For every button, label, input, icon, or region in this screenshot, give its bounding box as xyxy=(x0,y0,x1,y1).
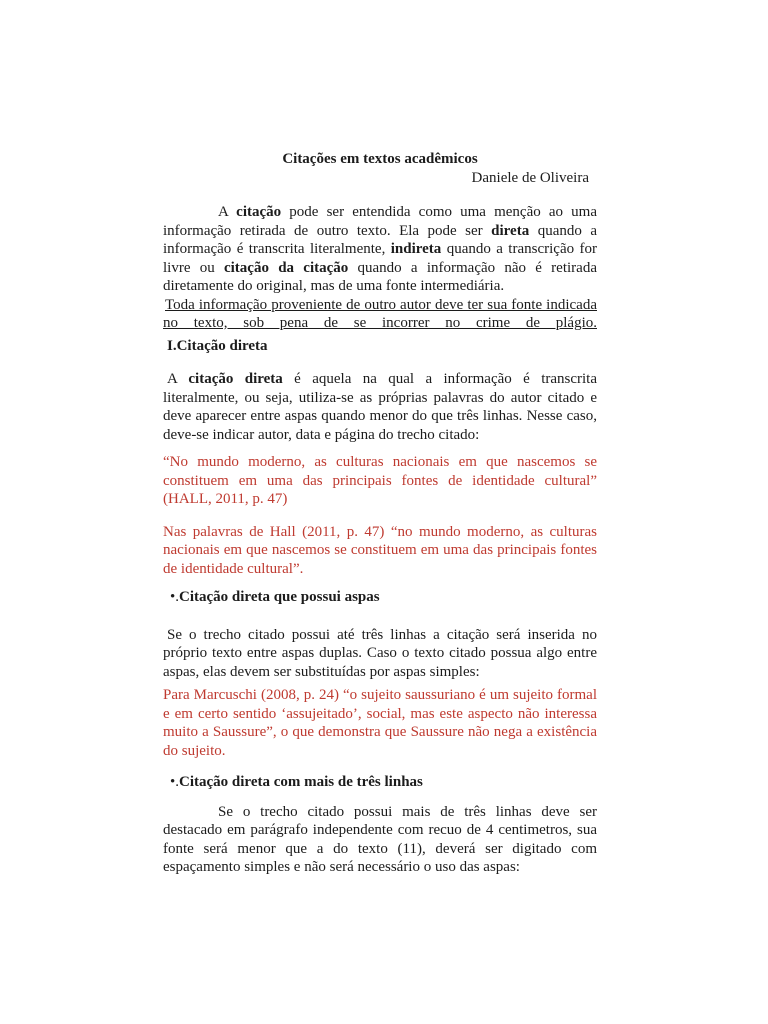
intro-paragraph: A citação pode ser entendida como uma menção ao uma informação retirada de outro texto. Ela pode ser direta quando a informação é transcrita literalmente, indireta quando a transcrição for livre ou citação da citação quando a informação não é retirada diretamente do original, mas de uma fonte intermediária. xyxy=(163,204,597,294)
section-heading-citacao-direta: I.Citação direta xyxy=(167,337,268,354)
subsection-heading-tres-linhas xyxy=(163,773,597,792)
subsection-heading-aspas xyxy=(163,588,597,607)
subsection-heading-tres-linhas-label: Citação direta com mais de três linhas xyxy=(179,774,423,790)
document-author: Daniele de Oliveira xyxy=(471,169,589,186)
document-title: Citações em textos acadêmicos xyxy=(282,151,478,167)
bullet-icon: •. xyxy=(170,774,180,790)
bullet-icon: •. xyxy=(170,589,180,605)
tres-linhas-paragraph: Se o trecho citado possui mais de três linhas deve ser destacado em parágrafo independente com recuo de 4 centimetros, sua fonte será menor que a do texto (11), deverá ser digitado com espaçamento simples e não será necessário o uso das aspas: xyxy=(163,803,597,875)
plagiarism-notice: Toda informação proveniente de outro autor deve ter sua fonte indicada no texto, sob pena de se incorrer no crime de plágio. xyxy=(163,296,597,331)
marcuschi-quote-block: Para Marcuschi (2008, p. 24) “o sujeito saussuriano é um sujeito formal e em certo sentido ‘assujeitado’, social, mas este aspecto não interessa muito a Saussure”, o que demonstra que Saussure não nega a existência do sujeito. xyxy=(163,687,597,759)
aspas-paragraph: Se o trecho citado possui até três linhas a citação será inserida no próprio texto entre aspas duplas. Caso o texto citado possua algo entre aspas, elas devem ser substituídas por aspas simples: xyxy=(163,626,597,680)
subsection-heading-aspas-label: Citação direta que possui aspas xyxy=(179,589,380,605)
document-content xyxy=(163,150,597,877)
citacao-direta-paragraph: A citação direta é aquela na qual a informação é transcrita literalmente, ou seja, utiliza-se as próprias palavras do autor citado e deve aparecer entre aspas quando menor do que três linhas. Nesse caso, deve-se indicar autor, data e página do trecho citado: xyxy=(163,371,597,443)
hall-paraphrase-block: Nas palavras de Hall (2011, p. 47) “no mundo moderno, as culturas nacionais em que nascemos se constituem em uma das principais fontes de identidade cultural”. xyxy=(163,523,597,577)
hall-quote-block: “No mundo moderno, as culturas nacionais em que nascemos se constituem em uma das principais fontes de identidade cultural” (HALL, 2011, p. 47) xyxy=(163,454,597,507)
